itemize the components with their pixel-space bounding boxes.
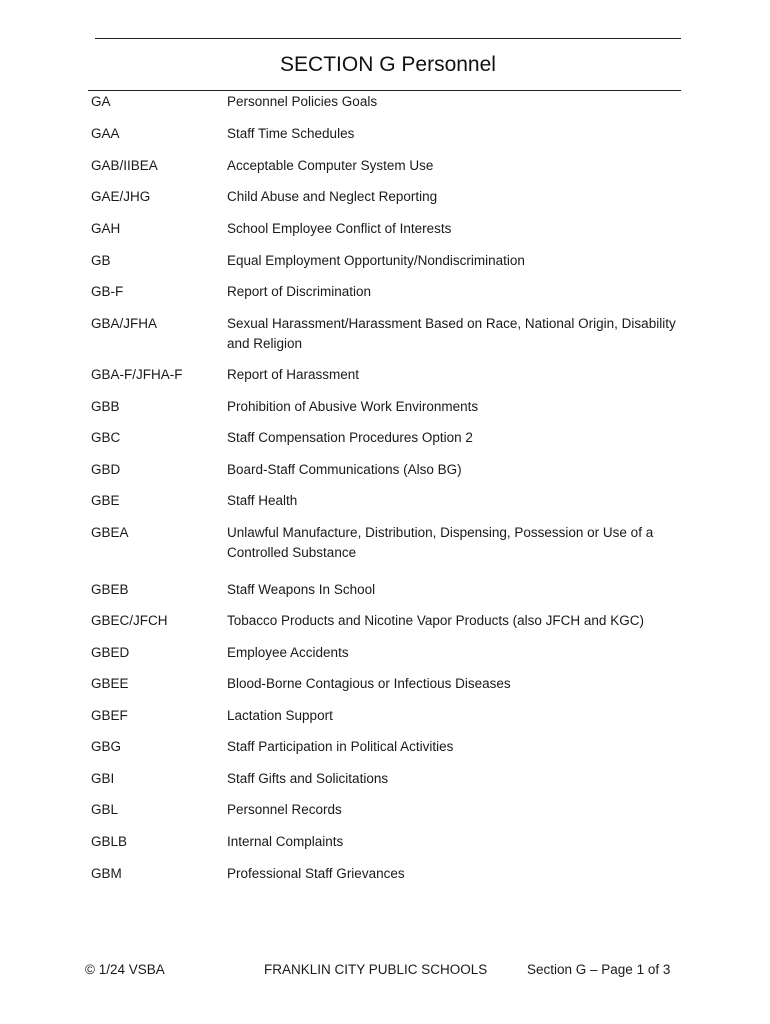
policy-code: GBEA	[91, 525, 129, 540]
policy-title: School Employee Conflict of Interests	[227, 221, 452, 236]
policy-title: Report of Discrimination	[227, 284, 372, 299]
policy-code: GA	[91, 94, 111, 109]
policy-title: Professional Staff Grievances	[227, 866, 405, 881]
policy-code: GBEC/JFCH	[91, 613, 168, 628]
policy-title: Staff Compensation Procedures Option 2	[227, 430, 473, 445]
policy-title: Personnel Records	[227, 802, 342, 817]
policy-title: Unlawful Manufacture, Distribution, Dispensing, Possession or Use of a Controlled Substance	[227, 525, 654, 560]
policy-code: GBI	[91, 771, 115, 786]
policy-title: Lactation Support	[227, 708, 333, 723]
policy-title: Acceptable Computer System Use	[227, 158, 434, 173]
policy-code: GBC	[91, 430, 121, 445]
policy-title: Staff Health	[227, 493, 298, 508]
policy-code: GBE	[91, 493, 120, 508]
policy-title: Internal Complaints	[227, 834, 344, 849]
policy-title: Staff Weapons In School	[227, 582, 376, 597]
policy-code: GBG	[91, 739, 122, 754]
policy-title: Sexual Harassment/Harassment Based on Race, National Origin, Disability and Religion	[227, 316, 676, 351]
policy-code: GBM	[91, 866, 122, 881]
page-title: SECTION G Personnel	[280, 53, 496, 76]
policy-code: GAH	[91, 221, 121, 236]
policy-code: GBA-F/JFHA-F	[91, 367, 183, 382]
policy-code: GBL	[91, 802, 119, 817]
policy-code: GAE/JHG	[91, 189, 151, 204]
policy-code: GAA	[91, 126, 120, 141]
policy-title: Staff Participation in Political Activities	[227, 739, 454, 754]
policy-title: Staff Gifts and Solicitations	[227, 771, 389, 786]
footer-page-number: Section G – Page 1 of 3	[527, 962, 671, 977]
policy-code: GBA/JFHA	[91, 316, 158, 331]
policy-title: Personnel Policies Goals	[227, 94, 378, 109]
policy-title: Blood-Borne Contagious or Infectious Diseases	[227, 676, 511, 691]
footer-copyright: © 1/24 VSBA	[85, 962, 165, 977]
policy-title: Prohibition of Abusive Work Environments	[227, 399, 479, 414]
policy-code: GBEB	[91, 582, 129, 597]
policy-code: GB	[91, 253, 111, 268]
policy-code: GBEF	[91, 708, 128, 723]
policy-title: Employee Accidents	[227, 645, 349, 660]
policy-title: Board-Staff Communications (Also BG)	[227, 462, 462, 477]
policy-title: Staff Time Schedules	[227, 126, 355, 141]
policy-code: GBEE	[91, 676, 129, 691]
policy-title: Equal Employment Opportunity/Nondiscrimination	[227, 253, 525, 268]
policy-code: GB-F	[91, 284, 124, 299]
policy-title: Report of Harassment	[227, 367, 360, 382]
policy-title: Child Abuse and Neglect Reporting	[227, 189, 438, 204]
policy-code: GBED	[91, 645, 130, 660]
policy-code: GBLB	[91, 834, 128, 849]
policy-code: GBB	[91, 399, 120, 414]
policy-code: GAB/IIBEA	[91, 158, 158, 173]
policy-code: GBD	[91, 462, 121, 477]
footer-district: FRANKLIN CITY PUBLIC SCHOOLS	[264, 962, 488, 977]
policy-title: Tobacco Products and Nicotine Vapor Products (also JFCH and KGC)	[227, 613, 644, 628]
